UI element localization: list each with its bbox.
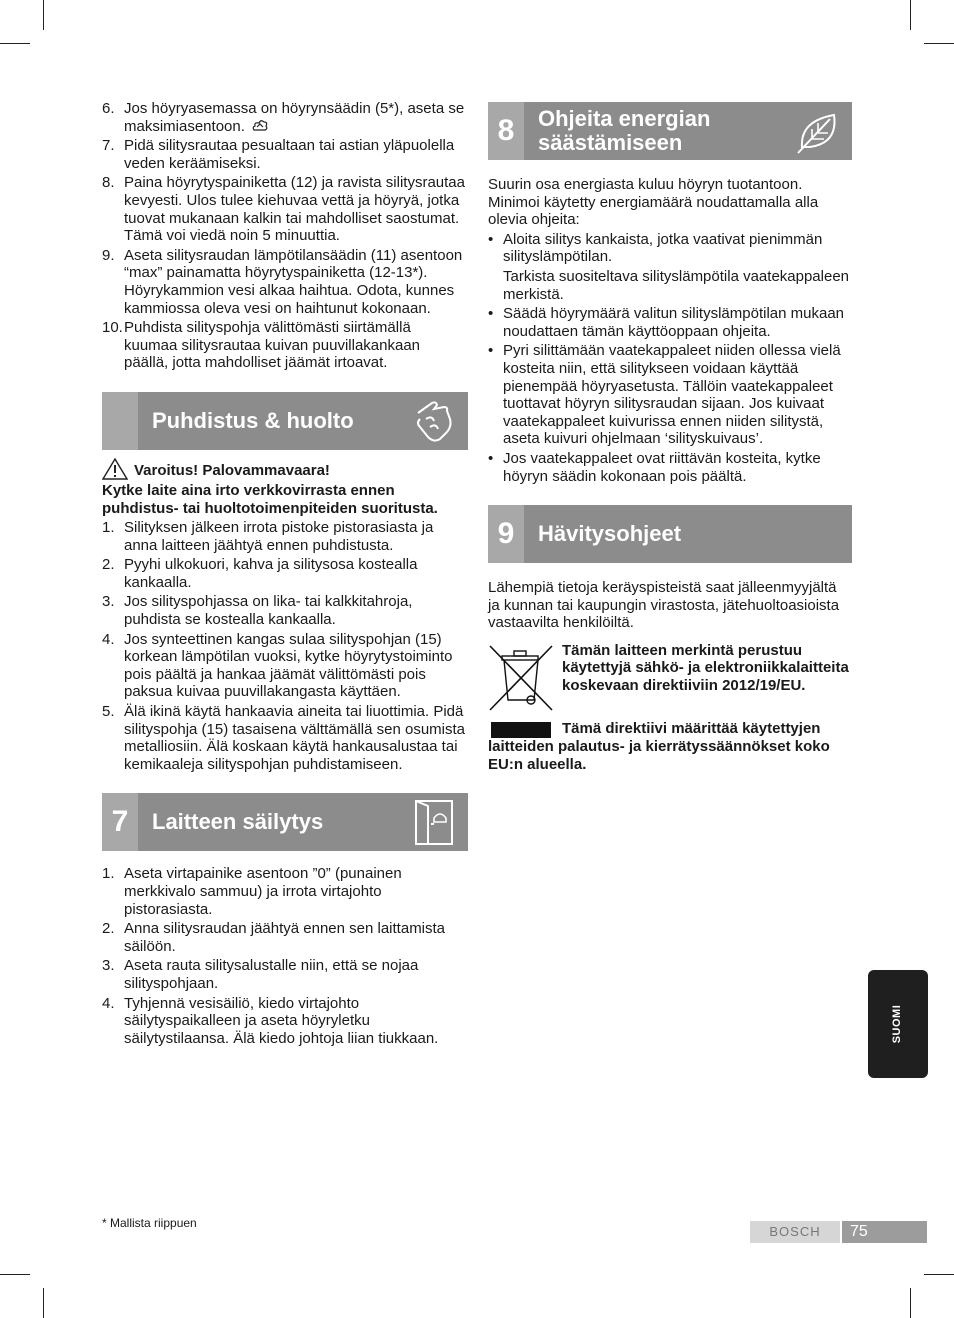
steam-max-icon — [251, 118, 269, 134]
list-item: 3. Jos silityspohjassa on lika- tai kalkkitahroja, puhdista se kostealla kankaalla. — [102, 593, 413, 629]
crop-mark — [0, 1274, 30, 1275]
energy-intro: Suurin osa energiasta kuluu höyryn tuotantoon. Minimoi käytetty energiamäärä noudattamalla alla olevia ohjeita: — [488, 176, 819, 229]
section-title: Hävitysohjeet — [538, 521, 682, 547]
disposal-intro: Lähempiä tietoja keräyspisteistä saat jälleenmyyjältä ja kunnan tai kaupungin virastosta, jätehuoltoasioista vastaavilta henkilöiltä. — [488, 579, 840, 632]
right-column — [488, 102, 852, 773]
storage-steps — [102, 865, 468, 1047]
crossed-bin-icon — [488, 642, 554, 738]
crop-mark — [43, 1288, 44, 1318]
list-item: 6. Jos höyryasemassa on höyrynsäädin (5*), aseta se maksimiasentoon. — [102, 100, 465, 135]
warning-heading — [102, 458, 468, 480]
section-header-storage — [102, 793, 468, 851]
section-number: 8 — [488, 102, 524, 160]
list-item: 1. Silityksen jälkeen irrota pistoke pistorasiasta ja anna laitteen jäähtyä ennen puhdistusta. — [102, 519, 434, 554]
left-column — [102, 100, 468, 1049]
leaf-icon — [794, 107, 844, 155]
footnote: * Mallista riippuen — [102, 1216, 197, 1230]
crop-mark — [924, 1274, 954, 1275]
list-item: • Säädä höyrymäärä valitun silityslämpötilan mukaan noudattaen tämän käyttöoppaan ohjeita. — [488, 305, 852, 340]
list-item: 9. Aseta silitysraudan lämpötilansäädin (11) asentoon “max” painamatta höyrytyspainiketta (12-13*). Höyrykammion vesi alkaa haihtua. Odota, kunnes kammiossa oleva vesi on haihtunut kokonaan. — [102, 246, 463, 317]
section-header-energy — [488, 102, 852, 160]
list-item: 5. Älä ikinä käytä hankaavia aineita tai liuottimia. Pidä silityspohja (15) tasaisena välttämällä sen osumista metalliosiin. Älä koskaan käytä hankausalustaa tai kemikaaleja silityspohjan puhdistamiseen. — [102, 703, 465, 773]
language-tab — [868, 970, 928, 1078]
section-badge — [102, 392, 138, 450]
crop-mark — [910, 1288, 911, 1318]
list-item: • Aloita silitys kankaista, jotka vaativat pienimmän silityslämpötilan. Tarkista suositeltava silityslämpötila vaatekappaleen merkistä. — [488, 231, 852, 303]
section-number: 9 — [488, 505, 524, 563]
weee-text-2: Tämä direktiivi määrittää käytettyjen laitteiden palautus- ja kierrätyssäännökset koko EU:n alueella. — [488, 720, 830, 773]
list-item: 4. Jos synteettinen kangas sulaa silityspohjan (15) korkean lämpötilan vuoksi, kytke höyrytystoiminto pois päältä ja hankaa jäämät välittömästi pois paksua kuivaa puuvillakangasta käyttäen. — [102, 630, 453, 701]
list-item: • Jos vaatekappaleet ovat riittävän kosteita, kytke höyryn säädin kokonaan pois päältä. — [488, 450, 852, 485]
warning-triangle-icon — [102, 458, 128, 480]
warning-title: Varoitus! Palovammavaara! — [134, 462, 330, 480]
list-item: 1. Aseta virtapainike asentoon ”0” (punainen merkkivalo sammuu) ja irrota virtajohto pistorasiasta. — [102, 865, 402, 918]
footer-brand: BOSCH — [750, 1221, 840, 1243]
list-item: 10. Puhdista silityspohja välittömästi siirtämällä kuumaa silitysrautaa kuivan puuvillakankaan päällä, jotta mahdolliset jäämät irtoavat. — [102, 319, 421, 372]
list-item: 2. Pyyhi ulkokuori, kahva ja silitysosa kostealla kankaalla. — [102, 556, 418, 591]
crop-mark — [43, 0, 44, 30]
crop-mark — [924, 43, 954, 44]
list-item: 3. Aseta rauta silitysalustalle niin, että se nojaa silityspohjaan. — [102, 957, 419, 992]
weee-text-1: Tämän laitteen merkintä perustuu käytettyjä sähkö- ja elektroniikkalaitteita koskevaan direktiiviin 2012/19/EU. — [562, 641, 849, 695]
cleaning-steps — [102, 519, 468, 773]
section-title: Ohjeita energian säästämiseen — [538, 106, 711, 155]
section-header-disposal — [488, 505, 852, 563]
list-item: 7. Pidä silitysrautaa pesualtaan tai astian yläpuolella veden keräämiseksi. — [102, 137, 455, 172]
cleaning-hand-icon — [410, 397, 460, 445]
energy-tips — [488, 231, 852, 485]
crop-mark — [0, 43, 30, 44]
section-header-cleaning — [102, 392, 468, 450]
crop-mark — [910, 0, 911, 30]
descaling-steps — [102, 100, 468, 372]
list-item: 2. Anna silitysraudan jäähtyä ennen sen laittamista säilöön. — [102, 920, 446, 955]
list-item: • Pyri silittämään vaatekappaleet niiden ollessa vielä kosteita niin, että silitykseen voidaan käyttää pienempää höyryasetusta. Tällöin vaatekappaleet tuottavat höyryn silitysraudan sijaan. Jos kuivaat vaatekappaleet kuivurissa ennen niiden silitystä, aseta kuivuri ohjelmaan ‘silityskuivaus’. — [488, 342, 852, 448]
page-number: 75 — [842, 1221, 927, 1243]
weee-image — [488, 642, 554, 743]
section-title: Puhdistus & huolto — [152, 407, 354, 433]
section-title: Laitteen säilytys — [152, 809, 324, 835]
list-item: 8. Paina höyrytyspainiketta (12) ja ravista silitysrautaa kevyesti. Ulos tulee kiehuvaa vettä ja höyryä, jotka tuovat mukanaan kalkin tai mahdolliset saostumat. Tämä voi viedä noin 5 minuuttia. — [102, 174, 465, 245]
language-label: SUOMI — [891, 1004, 904, 1044]
section-number: 7 — [102, 793, 138, 851]
warning-text: Kytke laite aina irto verkkovirrasta ennen puhdistus- tai huoltotoimenpiteiden suoritusta. — [102, 481, 438, 517]
cupboard-icon — [410, 798, 460, 846]
list-item: 4. Tyhjennä vesisäiliö, kiedo virtajohto säilytyspaikalleen ja aseta höyryletku säilytystilaansa. Älä kiedo johtoja liian tiukkaan. — [102, 994, 439, 1047]
